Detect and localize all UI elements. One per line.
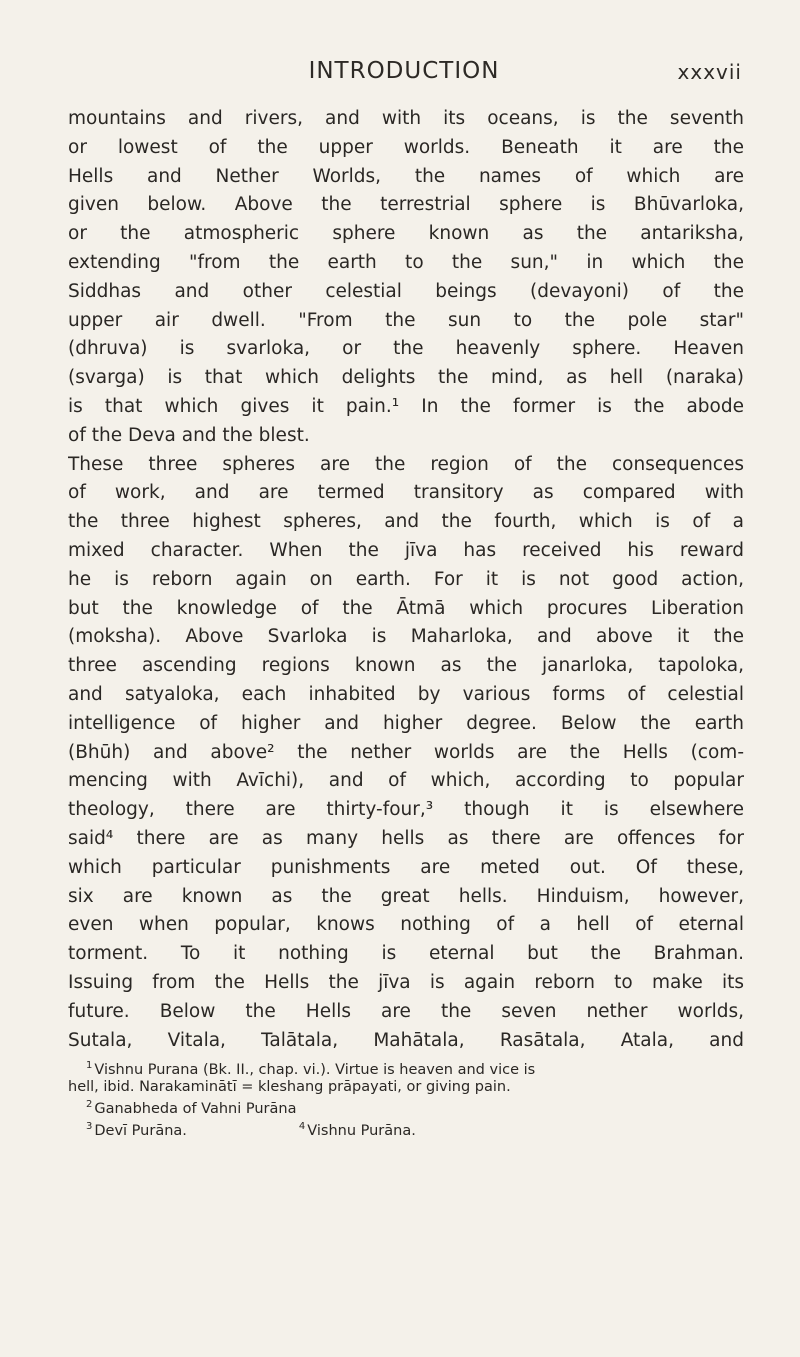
text-line: and satyaloka, each inhabited by various forms of celestial [68,683,744,705]
footnote-marker: 2 [86,1099,93,1110]
text-line: the three highest spheres, and the fourth, which is of a [68,511,744,533]
footnote-marker: 4 [298,1121,306,1132]
text-line: Sutala, Vitala, Talātala, Mahātala, Rasātala, Atala, and [68,1029,744,1051]
footnote-text: Ganabheda of Vahni Purāna [94,1101,297,1117]
text-line: of work, and are termed transitory as compared with [68,482,744,504]
footnote-text: Devī Purāna. [94,1123,187,1139]
footnote-text: Vishnu Purāna. [307,1123,416,1139]
text-line: Issuing from the Hells the jīva is again reborn to make its [68,971,744,993]
running-head [66,58,742,92]
text-line: even when popular, knows nothing of a hell of eternal [68,914,744,936]
text-line: given below. Above the terrestrial sphere is Bhūvarloka, [68,194,744,216]
text-line: three ascending regions known as the janarloka, tapoloka, [68,655,744,677]
text-line: of the Deva and the blest. [68,424,310,446]
text-line: (dhruva) is svarloka, or the heavenly sphere. Heaven [68,338,744,360]
text-line: upper air dwell. "From the sun to the pole star" [68,309,744,331]
text-line: (moksha). Above Svarloka is Maharloka, and above it the [68,626,744,648]
footnote-3-4-row [68,1118,744,1140]
footnote-marker: 3 [86,1121,93,1132]
text-line: he is reborn again on earth. For it is not good action, [68,568,744,590]
text-line: is that which gives it pain.¹ In the former is the abode [68,395,744,417]
footnote-text: Vishnu Purana (Bk. II., chap. vi.). Virtue is heaven and vice is [94,1062,536,1078]
text-line: future. Below the Hells are the seven nether worlds, [68,1000,744,1022]
footnote-1 [68,1057,744,1079]
text-line: theology, there are thirty-four,³ though it is elsewhere [68,799,744,821]
text-line: but the knowledge of the Ātmā which procures Liberation [68,597,744,619]
footnotes [68,1057,744,1140]
text-line: six are known as the great hells. Hinduism, however, [68,885,744,907]
footnote-2 [68,1096,744,1118]
paragraph-1 [68,105,744,451]
text-line: torment. To it nothing is eternal but the Brahman. [68,943,744,965]
text-line: These three spheres are the region of the consequences [68,453,744,475]
text-line: mountains and rivers, and with its oceans, is the seventh [68,108,744,129]
text-line: or the atmospheric sphere known as the antariksha, [68,223,744,245]
text-line: said⁴ there are as many hells as there are offences for [68,827,744,849]
body-text [68,105,744,1055]
text-line: Siddhas and other celestial beings (devayoni) of the [68,280,744,302]
text-line: which particular punishments are meted out. Of these, [68,856,744,878]
text-line: intelligence of higher and higher degree. Below the earth [68,712,744,734]
footnote-marker: 1 [86,1060,93,1071]
text-line: mencing with Avīchi), and of which, according to popular [68,770,744,792]
text-line: or lowest of the upper worlds. Beneath it are the [68,136,744,158]
text-line: mixed character. When the jīva has received his reward [68,539,744,561]
text-line: (svarga) is that which delights the mind, as hell (naraka) [68,367,744,389]
text-line: extending "from the earth to the sun," in which the [68,251,744,273]
page-number: xxxvii [677,60,742,84]
text-line: (Bhūh) and above² the nether worlds are the Hells (com- [68,741,744,763]
running-title: INTRODUCTION [308,58,500,84]
footnote-1-continued: hell, ibid. Narakaminātī = kleshang prāpayati, or giving pain. [68,1079,511,1095]
text-line: Hells and Nether Worlds, the names of which are [68,165,744,187]
paragraph-2 [68,451,744,1056]
